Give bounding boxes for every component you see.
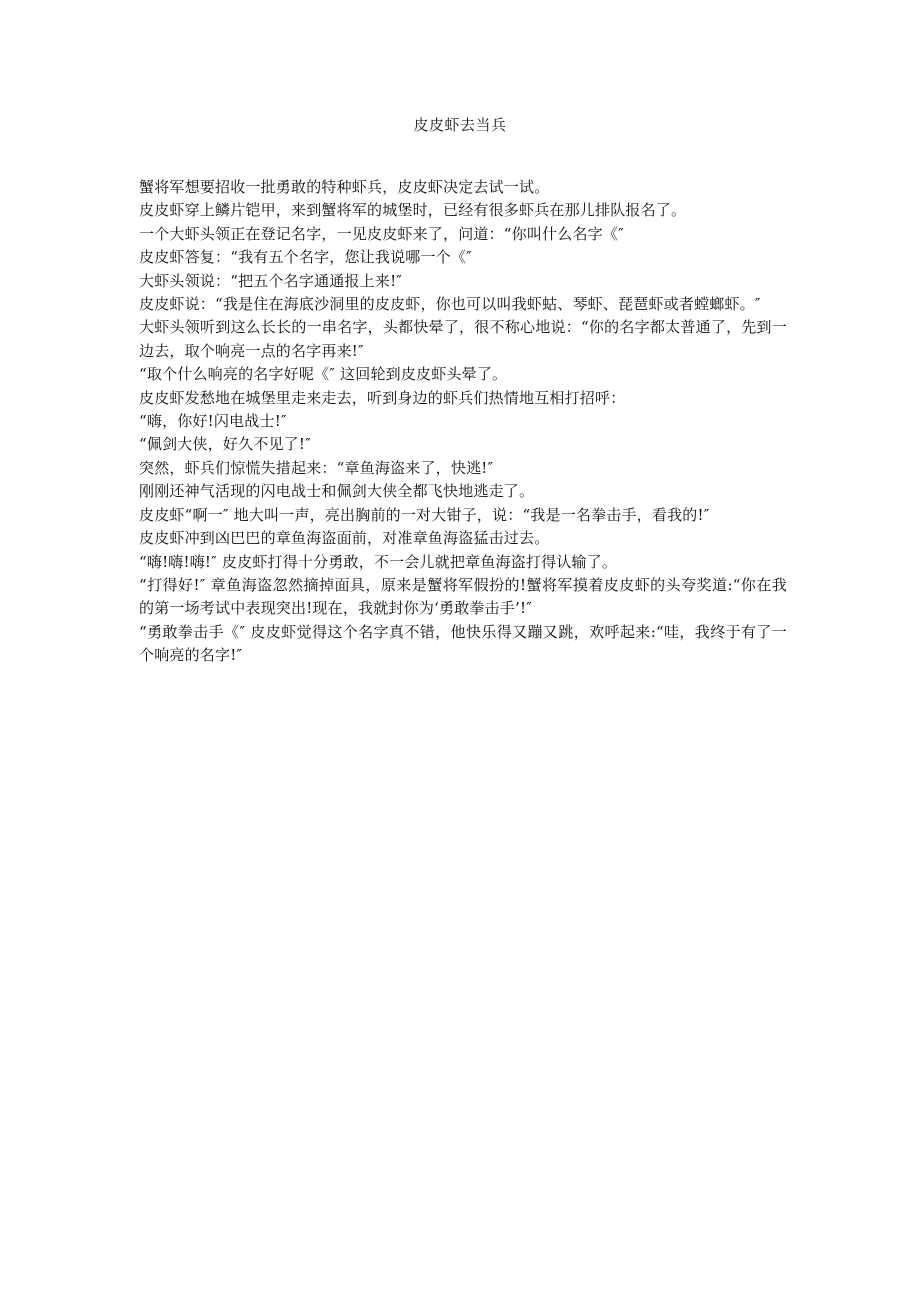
paragraph: 刚刚还神气活现的闪电战士和佩剑大侠全都飞快地逃走了。 bbox=[139, 482, 535, 501]
paragraph: 突然，虾兵们惊慌失措起来：“章鱼海盗来了，快逃!″ bbox=[139, 458, 494, 477]
paragraph: 皮皮虾穿上鳞片铠甲，来到蟹将军的城堡时，已经有很多虾兵在那儿排队报名了。 bbox=[139, 201, 687, 220]
paragraph: “嗨!嗨!嗨!″ 皮皮虾打得十分勇敢，不一会儿就把章鱼海盗打得认输了。 bbox=[139, 552, 618, 571]
paragraph: 大虾头领听到这么长长的一串名字，头都快晕了，很不称心地说：“你的名字都太普通了，先到一边去，取个响亮一点的名字再来!″ bbox=[139, 318, 787, 360]
paragraph: 皮皮虾“啊一″ 地大叫一声，亮出胸前的一对大钳子，说：“我是一名拳击手，看我的!″ bbox=[139, 505, 710, 524]
paragraph: 皮皮虾答复：“我有五个名字，您让我说哪一个《″ bbox=[139, 248, 472, 267]
paragraph: “取个什么响亮的名字好呢《″ 这回轮到皮皮虾头晕了。 bbox=[139, 365, 508, 384]
paragraph: 大虾头领说：“把五个名字通通报上来!″ bbox=[139, 271, 403, 290]
paragraph: 皮皮虾说：“我是住在海底沙洞里的皮皮虾，你也可以叫我虾蛄、琴虾、琵琶虾或者螳螂虾。″ bbox=[139, 295, 761, 314]
paragraph: “勇敢拳击手《″ 皮皮虾觉得这个名字真不错，他快乐得又蹦又跳，欢呼起来:“哇，我终于有了一个响亮的名字!″ bbox=[139, 622, 787, 665]
paragraph: 一个大虾头领正在登记名字，一见皮皮虾来了，问道：“你叫什么名字《″ bbox=[139, 224, 624, 243]
paragraph: 皮皮虾冲到凶巴巴的章鱼海盗面前，对准章鱼海盗猛击过去。 bbox=[139, 529, 550, 548]
document-body bbox=[139, 176, 787, 668]
document-title: 皮皮虾去当兵 bbox=[413, 116, 507, 134]
paragraph: “打得好!″ 章鱼海盗忽然摘掉面具，原来是蟹将军假扮的!蟹将军摸着皮皮虾的头夸奖道:“你在我的第一场考试中表现突出!现在，我就封你为‘勇敢拳击手’!″ bbox=[139, 575, 787, 618]
paragraph: “佩剑大侠，好久不见了!″ bbox=[139, 435, 311, 454]
paragraph: “嗨，你好!闪电战士!″ bbox=[139, 412, 287, 431]
paragraph: 蟹将军想要招收一批勇敢的特种虾兵，皮皮虾决定去试一试。 bbox=[139, 178, 550, 196]
paragraph: 皮皮虾发愁地在城堡里走来走去，听到身边的虾兵们热情地互相打招呼： bbox=[139, 388, 626, 407]
